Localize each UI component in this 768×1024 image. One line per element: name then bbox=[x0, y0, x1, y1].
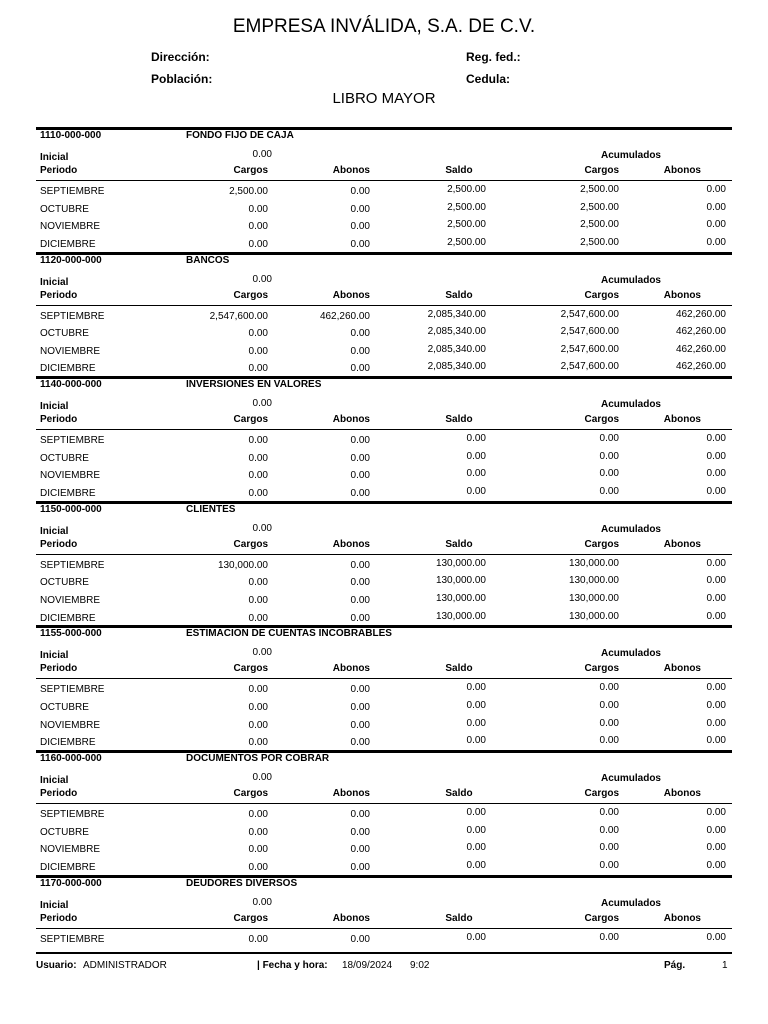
row-period: DICIEMBRE bbox=[40, 487, 96, 499]
row-saldo: 130,000.00 bbox=[435, 575, 486, 587]
saldo-label: Saldo bbox=[445, 414, 473, 426]
row-cargos: 0.00 bbox=[248, 737, 268, 749]
row-period: SEPTIEMBRE bbox=[40, 435, 105, 447]
row-abonos: 0.00 bbox=[350, 203, 370, 215]
row-cargos: 0.00 bbox=[248, 844, 268, 856]
acum-abonos-label: Abonos bbox=[663, 538, 701, 550]
row-abonos: 0.00 bbox=[350, 345, 370, 357]
cargos-label: Cargos bbox=[233, 414, 268, 426]
row-acum-abonos: 0.00 bbox=[706, 557, 726, 569]
row-cargos: 0.00 bbox=[248, 861, 268, 873]
inicial-label: Inicial bbox=[40, 525, 69, 537]
row-cargos: 0.00 bbox=[248, 808, 268, 820]
row-cargos: 0.00 bbox=[248, 435, 268, 447]
account-name: BANCOS bbox=[186, 254, 230, 266]
table-row bbox=[36, 470, 732, 485]
acum-cargos-label: Cargos bbox=[584, 289, 619, 301]
row-acum-cargos: 130,000.00 bbox=[568, 575, 619, 587]
table-row bbox=[36, 557, 732, 575]
abonos-label: Abonos bbox=[332, 912, 370, 924]
saldo-label: Saldo bbox=[445, 787, 473, 799]
table-row bbox=[36, 717, 732, 735]
row-period: OCTUBRE bbox=[40, 701, 89, 713]
periodo-label: Periodo bbox=[40, 663, 78, 675]
acum-abonos-label: Abonos bbox=[663, 912, 701, 924]
row-abonos: 0.00 bbox=[350, 737, 370, 749]
row-saldo: 0.00 bbox=[466, 485, 486, 497]
account-code: 1160-000-000 bbox=[40, 752, 102, 764]
row-acum-cargos: 0.00 bbox=[599, 735, 619, 747]
row-acum-abonos: 0.00 bbox=[706, 610, 726, 622]
header-rule bbox=[36, 554, 732, 555]
table-row bbox=[36, 824, 732, 842]
row-saldo: 2,085,340.00 bbox=[427, 343, 486, 355]
row-acum-abonos: 0.00 bbox=[706, 592, 726, 604]
row-period: NOVIEMBRE bbox=[40, 844, 101, 856]
header-rule bbox=[36, 429, 732, 430]
table-row bbox=[36, 435, 732, 450]
row-acum-cargos: 2,500.00 bbox=[580, 219, 619, 231]
row-acum-cargos: 0.00 bbox=[599, 682, 619, 694]
ledger-accounts bbox=[36, 127, 732, 999]
footer-date-label: | Fecha y hora: bbox=[257, 960, 328, 971]
row-saldo: 130,000.00 bbox=[435, 592, 486, 604]
row-cargos: 2,547,600.00 bbox=[209, 310, 268, 322]
footer-user: ADMINISTRADOR bbox=[83, 960, 167, 971]
row-acum-cargos: 0.00 bbox=[599, 931, 619, 943]
inicial-label: Inicial bbox=[40, 650, 69, 662]
acumulados-label: Acumulados bbox=[600, 150, 661, 161]
row-period: NOVIEMBRE bbox=[40, 594, 101, 606]
row-acum-cargos: 2,547,600.00 bbox=[560, 326, 619, 338]
row-acum-cargos: 0.00 bbox=[599, 485, 619, 497]
row-abonos: 0.00 bbox=[350, 328, 370, 340]
row-acum-abonos: 462,260.00 bbox=[675, 308, 726, 320]
row-saldo: 0.00 bbox=[466, 450, 486, 462]
periodo-label: Periodo bbox=[40, 165, 78, 176]
table-row bbox=[36, 844, 732, 859]
acumulados-label: Acumulados bbox=[600, 772, 661, 784]
row-acum-abonos: 0.00 bbox=[706, 682, 726, 694]
row-saldo: 0.00 bbox=[466, 468, 486, 480]
account-block bbox=[36, 376, 732, 501]
row-saldo: 2,500.00 bbox=[447, 236, 486, 248]
row-acum-cargos: 0.00 bbox=[599, 859, 619, 871]
row-period: DICIEMBRE bbox=[40, 238, 96, 250]
account-name: DEUDORES DIVERSOS bbox=[186, 877, 298, 889]
row-saldo: 2,500.00 bbox=[447, 184, 486, 195]
row-period: SEPTIEMBRE bbox=[40, 933, 105, 945]
row-acum-cargos: 0.00 bbox=[599, 824, 619, 836]
row-acum-cargos: 2,500.00 bbox=[580, 184, 619, 195]
row-period: NOVIEMBRE bbox=[40, 719, 101, 731]
acumulados-label: Acumulados bbox=[600, 399, 661, 411]
reg-fed-label: Reg. fed.: bbox=[466, 50, 521, 64]
row-period: DICIEMBRE bbox=[40, 861, 96, 873]
cargos-label: Cargos bbox=[233, 663, 268, 675]
row-abonos: 0.00 bbox=[350, 844, 370, 856]
row-acum-cargos: 0.00 bbox=[599, 699, 619, 711]
inicial-label: Inicial bbox=[40, 774, 69, 786]
row-acum-abonos: 0.00 bbox=[706, 699, 726, 711]
row-acum-cargos: 130,000.00 bbox=[568, 592, 619, 604]
account-code: 1150-000-000 bbox=[40, 503, 102, 515]
acum-abonos-label: Abonos bbox=[663, 663, 701, 675]
row-abonos: 0.00 bbox=[350, 559, 370, 571]
row-acum-abonos: 0.00 bbox=[706, 824, 726, 836]
inicial-value: 0.00 bbox=[252, 273, 272, 285]
account-block bbox=[36, 875, 732, 1000]
footer-user-label: Usuario: bbox=[36, 960, 77, 971]
footer-rule bbox=[36, 952, 732, 954]
row-acum-cargos: 2,547,600.00 bbox=[560, 308, 619, 320]
row-acum-abonos: 0.00 bbox=[706, 433, 726, 445]
account-code: 1120-000-000 bbox=[40, 254, 102, 266]
row-acum-abonos: 462,260.00 bbox=[675, 361, 726, 373]
row-cargos: 0.00 bbox=[248, 221, 268, 233]
row-saldo: 2,500.00 bbox=[447, 219, 486, 231]
row-abonos: 0.00 bbox=[350, 612, 370, 624]
row-period: DICIEMBRE bbox=[40, 737, 96, 749]
row-period: OCTUBRE bbox=[40, 577, 89, 589]
cedula-label: Cedula: bbox=[466, 72, 511, 86]
row-cargos: 0.00 bbox=[248, 328, 268, 340]
row-period: DICIEMBRE bbox=[40, 363, 96, 375]
row-abonos: 0.00 bbox=[350, 435, 370, 447]
row-cargos: 0.00 bbox=[248, 594, 268, 606]
row-acum-cargos: 2,547,600.00 bbox=[560, 361, 619, 373]
row-cargos: 0.00 bbox=[248, 203, 268, 215]
cargos-label: Cargos bbox=[233, 787, 268, 799]
saldo-label: Saldo bbox=[445, 663, 473, 675]
table-row bbox=[36, 577, 732, 592]
account-code: 1110-000-000 bbox=[40, 130, 102, 141]
row-acum-cargos: 0.00 bbox=[599, 842, 619, 854]
account-name: INVERSIONES EN VALORES bbox=[186, 379, 322, 391]
acum-cargos-label: Cargos bbox=[584, 165, 619, 176]
row-saldo: 0.00 bbox=[466, 931, 486, 943]
row-saldo: 130,000.00 bbox=[435, 610, 486, 622]
acum-cargos-label: Cargos bbox=[584, 912, 619, 924]
cargos-label: Cargos bbox=[233, 165, 268, 176]
acum-abonos-label: Abonos bbox=[663, 289, 701, 301]
row-abonos: 0.00 bbox=[350, 221, 370, 233]
cargos-label: Cargos bbox=[233, 538, 268, 550]
row-acum-cargos: 0.00 bbox=[599, 433, 619, 445]
footer-time: 9:02 bbox=[410, 960, 430, 971]
row-abonos: 0.00 bbox=[350, 577, 370, 589]
periodo-label: Periodo bbox=[40, 538, 78, 550]
abonos-label: Abonos bbox=[332, 787, 370, 799]
row-saldo: 0.00 bbox=[466, 824, 486, 836]
row-period: SEPTIEMBRE bbox=[40, 559, 105, 571]
acum-cargos-label: Cargos bbox=[584, 538, 619, 550]
inicial-label: Inicial bbox=[40, 276, 69, 288]
abonos-label: Abonos bbox=[332, 663, 370, 675]
row-abonos: 0.00 bbox=[350, 933, 370, 945]
header-rule bbox=[36, 305, 732, 306]
row-saldo: 0.00 bbox=[466, 433, 486, 445]
row-acum-abonos: 0.00 bbox=[706, 859, 726, 871]
row-abonos: 0.00 bbox=[350, 719, 370, 731]
row-period: SEPTIEMBRE bbox=[40, 684, 105, 696]
abonos-label: Abonos bbox=[332, 538, 370, 550]
saldo-label: Saldo bbox=[445, 538, 473, 550]
acum-abonos-label: Abonos bbox=[663, 165, 701, 176]
account-name: FONDO FIJO DE CAJA bbox=[186, 130, 294, 141]
footer-date: 18/09/2024 bbox=[342, 960, 393, 971]
table-row bbox=[36, 308, 732, 326]
row-abonos: 0.00 bbox=[350, 826, 370, 838]
row-period: OCTUBRE bbox=[40, 452, 89, 464]
header-rule bbox=[36, 928, 732, 929]
row-cargos: 0.00 bbox=[248, 577, 268, 589]
row-acum-cargos: 0.00 bbox=[599, 717, 619, 729]
table-row bbox=[36, 201, 732, 219]
row-acum-abonos: 0.00 bbox=[706, 201, 726, 213]
row-saldo: 0.00 bbox=[466, 735, 486, 747]
row-abonos: 0.00 bbox=[350, 238, 370, 250]
footer-page-label: Pág. bbox=[664, 960, 686, 971]
table-row bbox=[36, 343, 732, 361]
row-abonos: 0.00 bbox=[350, 186, 370, 197]
row-acum-cargos: 2,500.00 bbox=[580, 236, 619, 248]
account-code: 1155-000-000 bbox=[40, 628, 102, 640]
periodo-label: Periodo bbox=[40, 414, 78, 426]
acumulados-label: Acumulados bbox=[600, 648, 661, 660]
table-row bbox=[36, 806, 732, 824]
table-row bbox=[36, 592, 732, 610]
account-block bbox=[36, 252, 732, 377]
row-period: NOVIEMBRE bbox=[40, 470, 101, 482]
row-saldo: 0.00 bbox=[466, 842, 486, 854]
row-period: SEPTIEMBRE bbox=[40, 310, 105, 322]
row-saldo: 0.00 bbox=[466, 717, 486, 729]
row-acum-abonos: 0.00 bbox=[706, 450, 726, 462]
row-period: NOVIEMBRE bbox=[40, 221, 101, 233]
row-acum-abonos: 0.00 bbox=[706, 219, 726, 231]
inicial-label: Inicial bbox=[40, 152, 69, 163]
direccion-label: Dirección: bbox=[151, 50, 210, 64]
acum-abonos-label: Abonos bbox=[663, 414, 701, 426]
periodo-label: Periodo bbox=[40, 787, 78, 799]
inicial-value: 0.00 bbox=[252, 398, 272, 410]
table-row bbox=[36, 328, 732, 343]
row-acum-cargos: 0.00 bbox=[599, 806, 619, 818]
saldo-label: Saldo bbox=[445, 912, 473, 924]
cargos-label: Cargos bbox=[233, 289, 268, 301]
table-row bbox=[36, 699, 732, 717]
inicial-value: 0.00 bbox=[252, 647, 272, 659]
acumulados-label: Acumulados bbox=[600, 523, 661, 535]
row-abonos: 0.00 bbox=[350, 808, 370, 820]
table-row bbox=[36, 931, 732, 949]
footer-page: 1 bbox=[722, 960, 728, 971]
inicial-value: 0.00 bbox=[252, 149, 272, 160]
row-cargos: 0.00 bbox=[248, 363, 268, 375]
row-abonos: 0.00 bbox=[350, 487, 370, 499]
row-acum-cargos: 0.00 bbox=[599, 468, 619, 480]
row-cargos: 0.00 bbox=[248, 238, 268, 250]
acum-cargos-label: Cargos bbox=[584, 663, 619, 675]
row-cargos: 2,500.00 bbox=[229, 186, 268, 197]
row-saldo: 2,500.00 bbox=[447, 201, 486, 213]
row-acum-cargos: 130,000.00 bbox=[568, 557, 619, 569]
row-abonos: 0.00 bbox=[350, 701, 370, 713]
row-period: DICIEMBRE bbox=[40, 612, 96, 624]
account-block bbox=[36, 501, 732, 626]
row-saldo: 2,085,340.00 bbox=[427, 308, 486, 320]
company-name: EMPRESA INVÁLIDA, S.A. DE C.V. bbox=[232, 16, 536, 37]
acum-cargos-label: Cargos bbox=[584, 414, 619, 426]
abonos-label: Abonos bbox=[332, 165, 370, 176]
row-cargos: 0.00 bbox=[248, 470, 268, 482]
account-block bbox=[36, 127, 732, 252]
periodo-label: Periodo bbox=[40, 912, 78, 924]
acum-abonos-label: Abonos bbox=[663, 787, 701, 799]
row-acum-abonos: 0.00 bbox=[706, 575, 726, 587]
account-name: DOCUMENTOS POR COBRAR bbox=[186, 752, 330, 764]
acum-cargos-label: Cargos bbox=[584, 787, 619, 799]
row-cargos: 0.00 bbox=[248, 933, 268, 945]
row-saldo: 0.00 bbox=[466, 859, 486, 871]
row-saldo: 130,000.00 bbox=[435, 557, 486, 569]
row-period: SEPTIEMBRE bbox=[40, 186, 105, 197]
account-code: 1140-000-000 bbox=[40, 379, 102, 391]
row-abonos: 0.00 bbox=[350, 861, 370, 873]
row-period: OCTUBRE bbox=[40, 328, 89, 340]
row-acum-abonos: 0.00 bbox=[706, 842, 726, 854]
row-acum-abonos: 462,260.00 bbox=[675, 343, 726, 355]
row-abonos: 462,260.00 bbox=[319, 310, 370, 322]
row-cargos: 0.00 bbox=[248, 487, 268, 499]
account-block bbox=[36, 750, 732, 875]
row-acum-abonos: 0.00 bbox=[706, 717, 726, 729]
row-period: SEPTIEMBRE bbox=[40, 808, 105, 820]
row-acum-abonos: 0.00 bbox=[706, 735, 726, 747]
poblacion-label: Población: bbox=[151, 72, 213, 86]
row-acum-abonos: 0.00 bbox=[706, 806, 726, 818]
row-cargos: 0.00 bbox=[248, 345, 268, 357]
row-cargos: 0.00 bbox=[248, 452, 268, 464]
row-acum-cargos: 2,500.00 bbox=[580, 201, 619, 213]
cargos-label: Cargos bbox=[233, 912, 268, 924]
row-period: OCTUBRE bbox=[40, 203, 89, 215]
row-acum-abonos: 0.00 bbox=[706, 931, 726, 943]
row-saldo: 2,085,340.00 bbox=[427, 361, 486, 373]
inicial-value: 0.00 bbox=[252, 522, 272, 534]
account-name: CLIENTES bbox=[186, 503, 236, 515]
row-acum-abonos: 0.00 bbox=[706, 485, 726, 497]
row-saldo: 0.00 bbox=[466, 682, 486, 694]
inicial-label: Inicial bbox=[40, 899, 69, 911]
row-acum-abonos: 0.00 bbox=[706, 184, 726, 195]
row-abonos: 0.00 bbox=[350, 470, 370, 482]
row-cargos: 130,000.00 bbox=[217, 559, 268, 571]
row-abonos: 0.00 bbox=[350, 452, 370, 464]
row-period: NOVIEMBRE bbox=[40, 345, 101, 357]
account-name: ESTIMACION DE CUENTAS INCOBRABLES bbox=[186, 628, 392, 640]
header-rule bbox=[36, 803, 732, 804]
saldo-label: Saldo bbox=[445, 165, 473, 176]
inicial-value: 0.00 bbox=[252, 771, 272, 783]
header-rule bbox=[36, 180, 732, 181]
row-cargos: 0.00 bbox=[248, 719, 268, 731]
row-saldo: 0.00 bbox=[466, 699, 486, 711]
row-period: OCTUBRE bbox=[40, 826, 89, 838]
table-row bbox=[36, 221, 732, 236]
abonos-label: Abonos bbox=[332, 414, 370, 426]
inicial-label: Inicial bbox=[40, 401, 69, 413]
periodo-label: Periodo bbox=[40, 289, 78, 301]
row-acum-abonos: 462,260.00 bbox=[675, 326, 726, 338]
row-acum-cargos: 130,000.00 bbox=[568, 610, 619, 622]
row-abonos: 0.00 bbox=[350, 594, 370, 606]
account-block bbox=[36, 625, 732, 750]
acumulados-label: Acumulados bbox=[600, 897, 661, 909]
report-title: LIBRO MAYOR bbox=[332, 90, 436, 107]
row-abonos: 0.00 bbox=[350, 363, 370, 375]
row-saldo: 0.00 bbox=[466, 806, 486, 818]
table-row bbox=[36, 186, 732, 201]
saldo-label: Saldo bbox=[445, 289, 473, 301]
table-row bbox=[36, 450, 732, 468]
account-code: 1170-000-000 bbox=[40, 877, 102, 889]
row-acum-cargos: 0.00 bbox=[599, 450, 619, 462]
abonos-label: Abonos bbox=[332, 289, 370, 301]
table-row bbox=[36, 684, 732, 699]
header-rule bbox=[36, 678, 732, 679]
row-cargos: 0.00 bbox=[248, 826, 268, 838]
row-acum-abonos: 0.00 bbox=[706, 468, 726, 480]
inicial-value: 0.00 bbox=[252, 896, 272, 908]
row-acum-cargos: 2,547,600.00 bbox=[560, 343, 619, 355]
row-cargos: 0.00 bbox=[248, 701, 268, 713]
row-acum-abonos: 0.00 bbox=[706, 236, 726, 248]
row-saldo: 2,085,340.00 bbox=[427, 326, 486, 338]
acumulados-label: Acumulados bbox=[600, 274, 661, 286]
row-cargos: 0.00 bbox=[248, 612, 268, 624]
row-cargos: 0.00 bbox=[248, 684, 268, 696]
row-abonos: 0.00 bbox=[350, 684, 370, 696]
